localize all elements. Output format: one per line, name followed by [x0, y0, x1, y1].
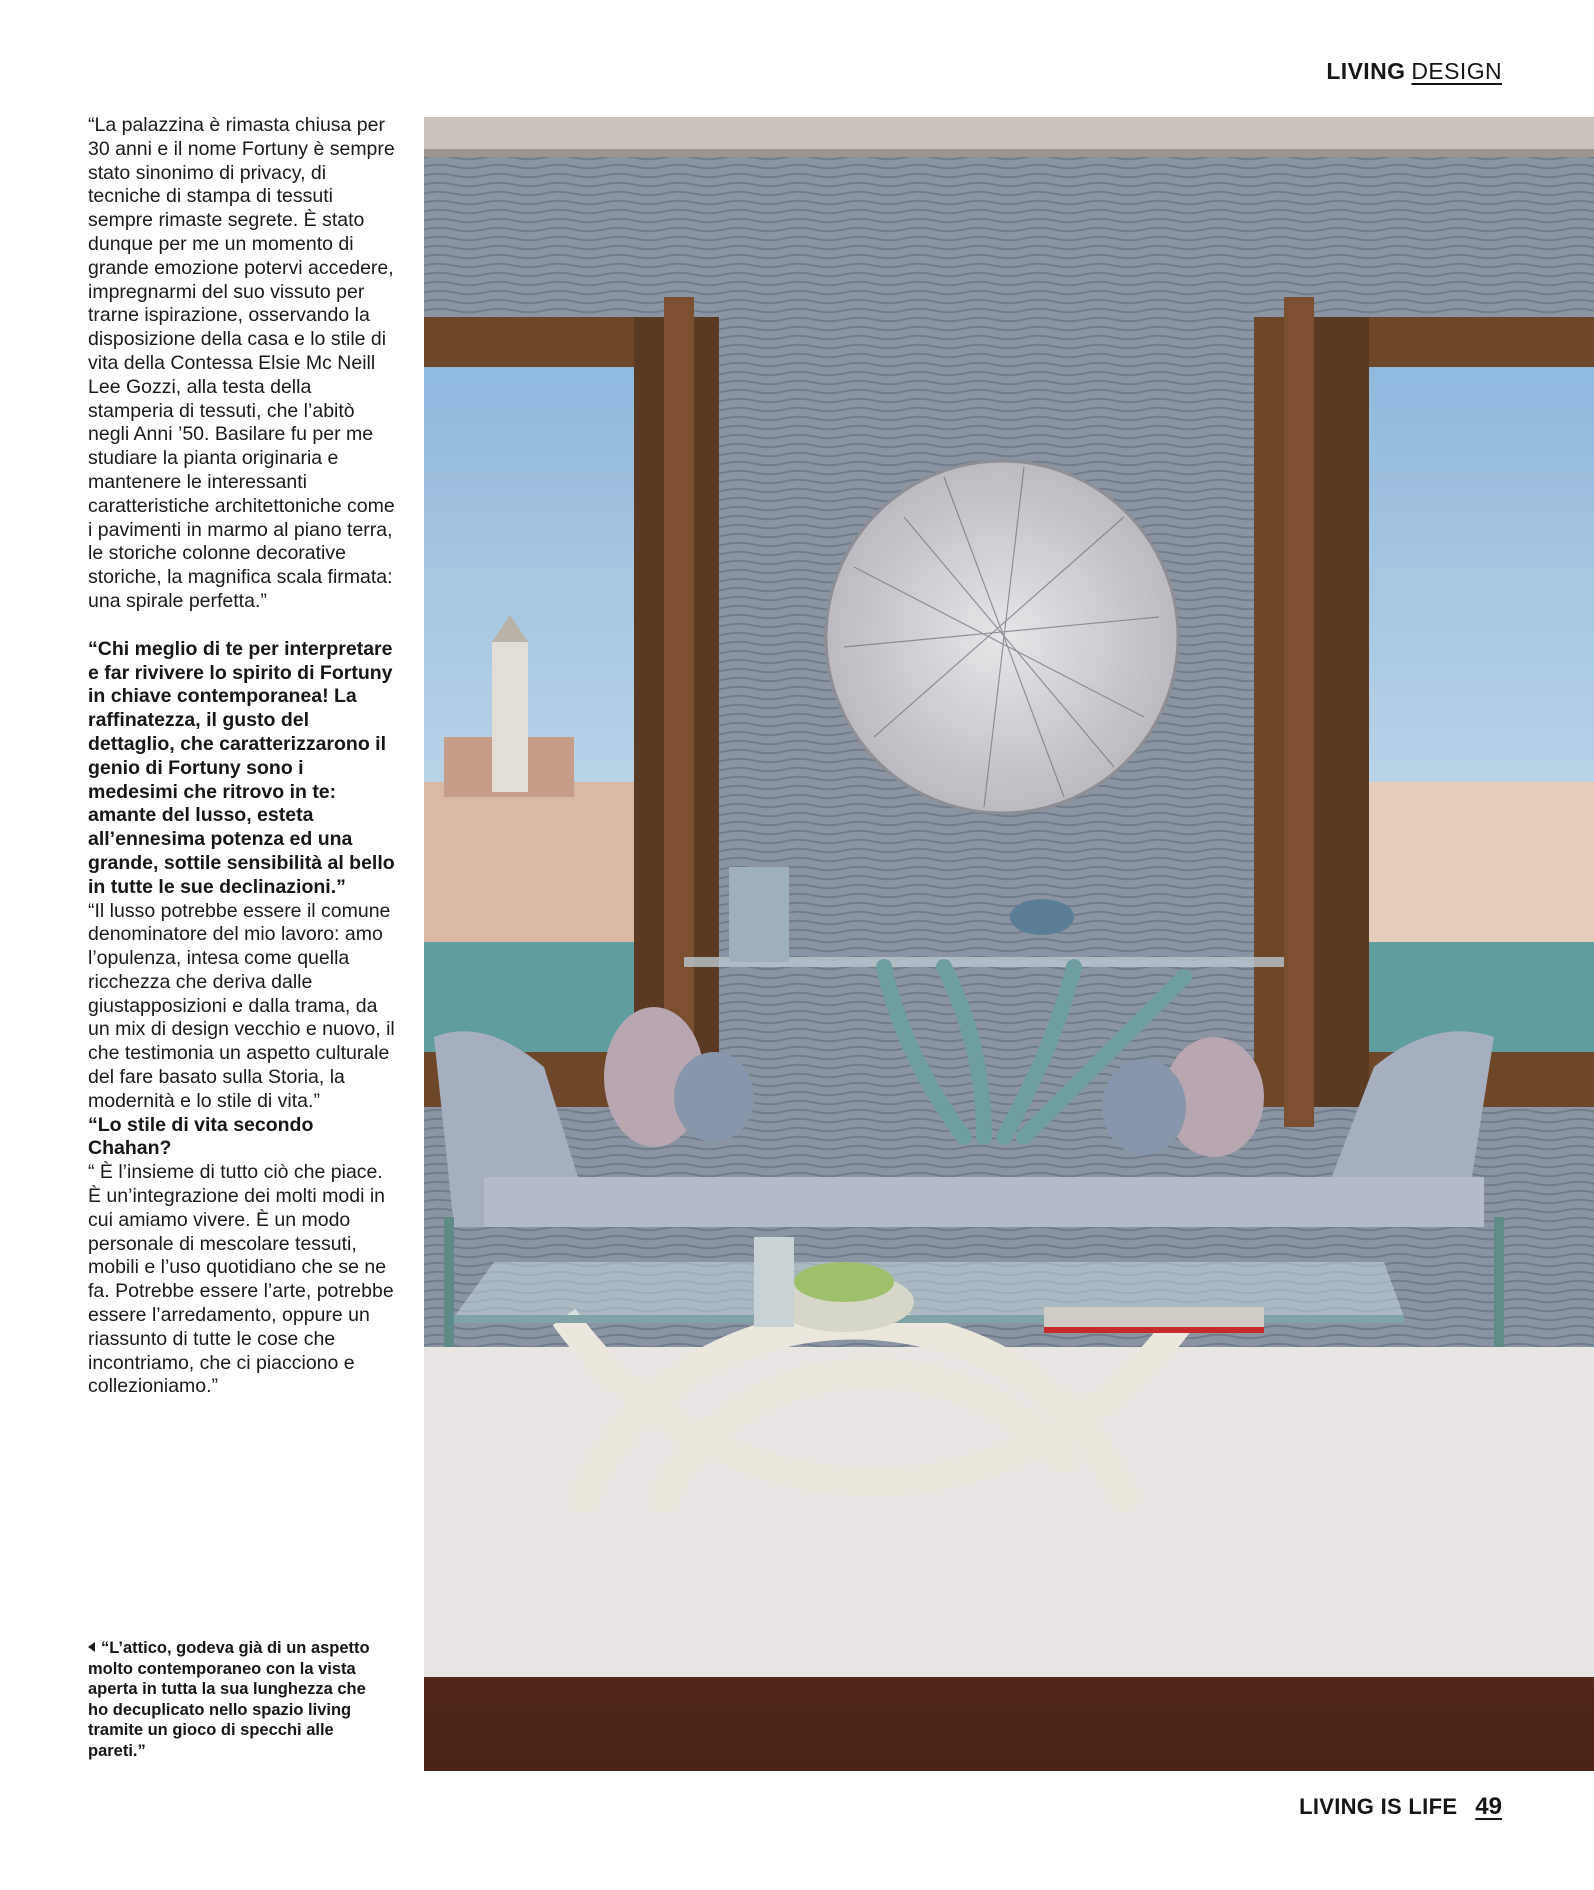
section-header — [1326, 58, 1502, 85]
photo-caption — [88, 1638, 388, 1762]
page-footer — [1299, 1793, 1502, 1821]
left-arrow-icon — [88, 1642, 95, 1652]
caption-text: “L’attico, godeva già di un aspetto molto contemporaneo con la vista aperta in tutta la sua lunghezza che ho decuplicato nello spazio living tramite un gioco di specchi alle pareti.” — [88, 1639, 370, 1760]
interview-question-2: “Lo stile di vita secondo Chahan? — [88, 1113, 314, 1160]
section-sublabel: DESIGN — [1411, 58, 1502, 84]
article-column — [88, 114, 398, 1399]
paragraph-2: “Il lusso potrebbe essere il comune denominatore del mio lavoro: amo l’opulenza, intesa come quella ricchezza che deriva dalle giustapposizioni e dalla trama, da un mix di design vecchio e nuovo, il che testimonia un aspetto culturale del fare basato sulla Storia, la modernità e lo stile di vita.” — [88, 899, 395, 1112]
paragraph-3: “ È l’insieme di tutto ciò che piace. È un’integrazione dei molti modi in cui amiamo vivere. È un modo personale di mescolare tessuti, mobili e l’uso quotidiano che se ne fa. Potrebbe essere l’arte, potrebbe essere l’arredamento, oppure un riassunto di tutte le cose che incontriamo, che ci piacciono e collezioniamo.” — [88, 1161, 394, 1398]
page-number: 49 — [1475, 1793, 1502, 1820]
living-room-illustration — [424, 117, 1594, 1771]
section-label: LIVING — [1326, 58, 1406, 84]
interview-question-1: “Chi meglio di te per interpretare e far rivivere lo spirito di Fortuny in chiave contemporanea! La raffinatezza, il gusto del dettaglio, che caratterizzarono il genio di Fortuny sono i medesimi che ritrovo in te: amante del lusso, esteta all’ennesima potenza ed una grande, sottile sensibilità al bello in tutte le sue declinazioni.” — [88, 637, 395, 898]
magazine-name: LIVING IS LIFE — [1299, 1794, 1458, 1819]
living-room-photo — [424, 117, 1594, 1771]
paragraph-1: “La palazzina è rimasta chiusa per 30 anni e il nome Fortuny è sempre stato sinonimo di privacy, di tecniche di stampa di tessuti sempre rimaste segrete. È stato dunque per me un momento di grande emozione potervi accedere, impregnarmi del suo vissuto per trarne ispirazione, osservando la disposizione della casa e lo stile di vita della Contessa Elsie Mc Neill Lee Gozzi, alla testa della stamperia di tessuti, che l’abitò negli Anni ’50. Basilare fu per me studiare la pianta originaria e mantenere le interessanti caratteristiche architettoniche come i pavimenti in marmo al piano terra, le storiche colonne decorative storiche, la magnifica scala firmata: una spirale perfetta.” — [88, 114, 395, 612]
